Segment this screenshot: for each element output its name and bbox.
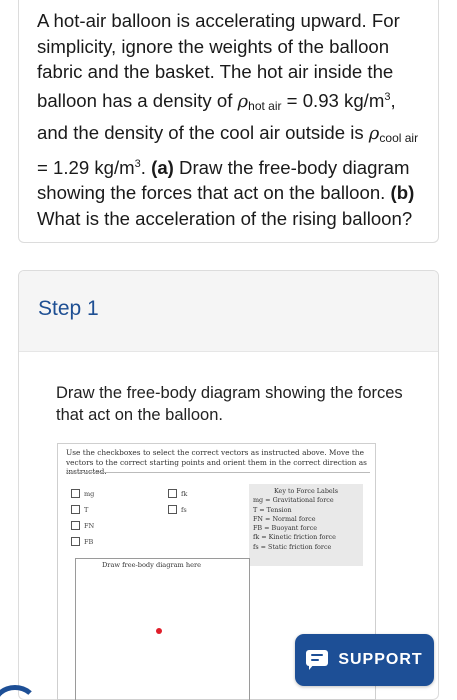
checkbox-fk[interactable] <box>168 489 187 498</box>
chat-icon <box>306 650 328 670</box>
rho-hot-symbol: ρ <box>237 91 249 113</box>
rho-hot-subscript: hot air <box>248 99 282 114</box>
checkbox-fk-label: fk <box>181 489 188 498</box>
key-item-fn: FN = Normal force <box>253 514 316 523</box>
part-a-text: Draw the free-body diagram showing the forces that act on the balloon. <box>37 156 410 204</box>
part-b-label: (b) <box>390 182 415 204</box>
checkbox-fn-box[interactable] <box>71 521 80 530</box>
checkbox-t[interactable] <box>71 505 88 514</box>
checkbox-t-label: T <box>84 505 89 514</box>
question-part-3: , and the density of the cool air outside is <box>37 90 396 143</box>
exponent-1: 3 <box>384 91 391 104</box>
balloon-point[interactable] <box>156 628 162 634</box>
checkbox-mg[interactable] <box>71 489 94 498</box>
checkbox-mg-box[interactable] <box>71 489 80 498</box>
question-card <box>18 0 439 243</box>
fbd-divider <box>66 472 370 473</box>
support-button[interactable] <box>295 634 434 686</box>
checkbox-fs[interactable] <box>168 505 187 514</box>
force-label-key <box>249 484 363 566</box>
question-part-5: . <box>140 156 152 178</box>
checkbox-fb[interactable] <box>71 537 93 546</box>
key-item-fk: fk = Kinetic friction force <box>253 533 336 542</box>
checkbox-mg-label: mg <box>84 489 95 498</box>
fbd-instructions: Use the checkboxes to select the correct vectors as instructed above. Move the vectors to the correct starting points and orient them in the correct direction as <box>66 448 367 467</box>
key-title: Key to Force Labels <box>273 487 339 495</box>
checkbox-fn-label: FN <box>84 521 95 530</box>
step-instruction: Draw the free-body diagram showing the forces that act on the balloon. <box>56 384 403 424</box>
key-item-mg: mg = Gravitational force <box>253 496 334 505</box>
checkbox-fs-box[interactable] <box>168 505 177 514</box>
checkbox-fn[interactable] <box>71 521 94 530</box>
exponent-2: 3 <box>134 157 141 170</box>
checkbox-fb-label: FB <box>84 537 94 546</box>
question-part-2: = 0.93 kg/m <box>281 90 385 112</box>
question-text <box>37 8 427 232</box>
step-header <box>19 271 438 352</box>
key-item-fb: FB = Buoyant force <box>253 524 317 533</box>
support-label: SUPPORT <box>338 651 423 668</box>
question-part-4: = 1.29 kg/m <box>37 156 135 178</box>
step-title: Step 1 <box>38 297 99 320</box>
rho-cool-subscript: cool air <box>379 130 419 145</box>
checkbox-t-box[interactable] <box>71 505 80 514</box>
drawing-area-label: Draw free-body diagram here <box>102 561 202 569</box>
part-a-label: (a) <box>151 156 174 178</box>
key-item-fs: fs = Static friction force <box>253 542 332 551</box>
drawing-area[interactable] <box>75 558 250 700</box>
question-part-1: A hot-air balloon is accelerating upward. For simplicity, ignore the weights of the balloon fabric and the basket. The hot air inside the balloon has a density of <box>37 10 400 112</box>
checkbox-fs-label: fs <box>181 505 187 514</box>
rho-cool-symbol: ρ <box>368 122 380 144</box>
part-b-text: What is the acceleration of the rising balloon? <box>37 207 413 229</box>
key-item-t: T = Tension <box>253 505 292 514</box>
checkbox-fk-box[interactable] <box>168 489 177 498</box>
checkbox-fb-box[interactable] <box>71 537 80 546</box>
